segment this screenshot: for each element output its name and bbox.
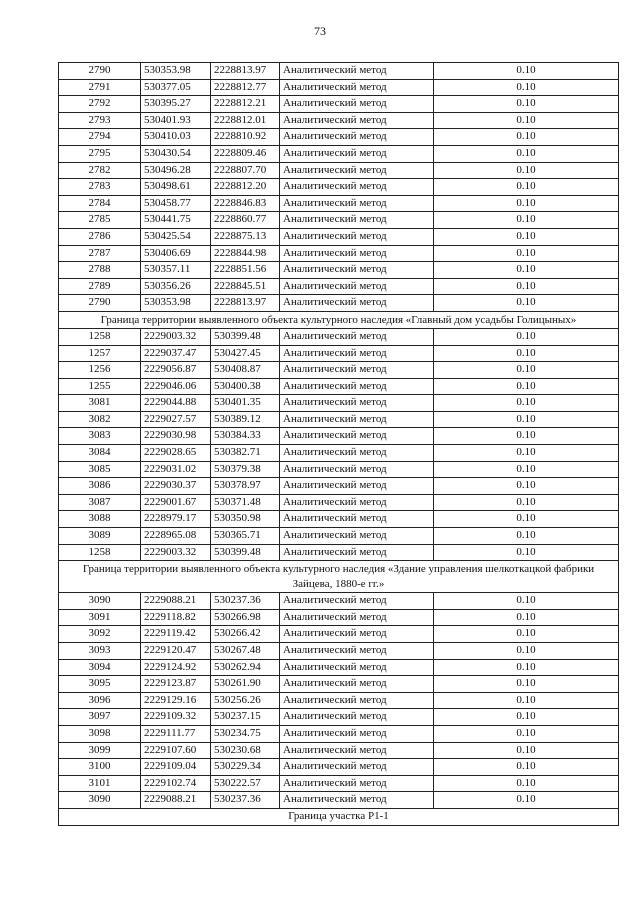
accuracy-cell: 0.10 xyxy=(434,742,619,759)
table-row xyxy=(59,145,619,162)
accuracy-cell: 0.10 xyxy=(434,328,619,345)
accuracy-cell: 0.10 xyxy=(434,775,619,792)
point-number-cell: 2782 xyxy=(59,162,141,179)
coordinate-y-cell: 530234.75 xyxy=(211,725,280,742)
point-number-cell: 2792 xyxy=(59,96,141,113)
table-row xyxy=(59,378,619,395)
table-row xyxy=(59,643,619,660)
coordinate-y-cell: 530382.71 xyxy=(211,445,280,462)
coordinate-y-cell: 2228812.21 xyxy=(211,96,280,113)
table-row xyxy=(59,742,619,759)
accuracy-cell: 0.10 xyxy=(434,626,619,643)
table-row xyxy=(59,362,619,379)
method-cell: Аналитический метод xyxy=(280,609,434,626)
coordinate-x-cell: 2228979.17 xyxy=(141,511,211,528)
point-number-cell: 1255 xyxy=(59,378,141,395)
point-number-cell: 1257 xyxy=(59,345,141,362)
point-number-cell: 2785 xyxy=(59,212,141,229)
coordinate-y-cell: 530400.38 xyxy=(211,378,280,395)
point-number-cell: 1258 xyxy=(59,328,141,345)
method-cell: Аналитический метод xyxy=(280,411,434,428)
coordinate-y-cell: 530401.35 xyxy=(211,395,280,412)
point-number-cell: 2790 xyxy=(59,63,141,80)
method-cell: Аналитический метод xyxy=(280,63,434,80)
table-row xyxy=(59,461,619,478)
coordinate-x-cell: 2229003.32 xyxy=(141,328,211,345)
coordinate-x-cell: 530353.98 xyxy=(141,295,211,312)
point-number-cell: 3095 xyxy=(59,676,141,693)
method-cell: Аналитический метод xyxy=(280,378,434,395)
coordinate-x-cell: 530441.75 xyxy=(141,212,211,229)
table-row xyxy=(59,792,619,809)
coordinate-y-cell: 530256.26 xyxy=(211,692,280,709)
coordinate-y-cell: 530229.34 xyxy=(211,759,280,776)
accuracy-cell: 0.10 xyxy=(434,112,619,129)
point-number-cell: 2783 xyxy=(59,179,141,196)
coordinate-x-cell: 2229102.74 xyxy=(141,775,211,792)
coordinate-y-cell: 2228844.98 xyxy=(211,245,280,262)
point-number-cell: 2791 xyxy=(59,79,141,96)
method-cell: Аналитический метод xyxy=(280,544,434,561)
coordinate-y-cell: 2228846.83 xyxy=(211,195,280,212)
coordinate-x-cell: 530406.69 xyxy=(141,245,211,262)
table-row xyxy=(59,593,619,610)
table-row xyxy=(59,445,619,462)
point-number-cell: 3097 xyxy=(59,709,141,726)
coordinate-y-cell: 2228813.97 xyxy=(211,63,280,80)
accuracy-cell: 0.10 xyxy=(434,692,619,709)
coordinate-y-cell: 530262.94 xyxy=(211,659,280,676)
coordinate-x-cell: 2229031.02 xyxy=(141,461,211,478)
accuracy-cell: 0.10 xyxy=(434,179,619,196)
coordinate-y-cell: 2228845.51 xyxy=(211,278,280,295)
accuracy-cell: 0.10 xyxy=(434,478,619,495)
accuracy-cell: 0.10 xyxy=(434,362,619,379)
accuracy-cell: 0.10 xyxy=(434,411,619,428)
table-row xyxy=(59,278,619,295)
accuracy-cell: 0.10 xyxy=(434,609,619,626)
accuracy-cell: 0.10 xyxy=(434,195,619,212)
table-row xyxy=(59,179,619,196)
section-heading-row xyxy=(59,808,619,825)
table-row xyxy=(59,692,619,709)
table-body xyxy=(59,63,619,826)
coordinate-x-cell: 530357.11 xyxy=(141,262,211,279)
accuracy-cell: 0.10 xyxy=(434,129,619,146)
accuracy-cell: 0.10 xyxy=(434,428,619,445)
table-row xyxy=(59,345,619,362)
method-cell: Аналитический метод xyxy=(280,643,434,660)
coordinate-y-cell: 530237.36 xyxy=(211,792,280,809)
accuracy-cell: 0.10 xyxy=(434,79,619,96)
point-number-cell: 2784 xyxy=(59,195,141,212)
coordinate-y-cell: 530384.33 xyxy=(211,428,280,445)
table-row xyxy=(59,478,619,495)
point-number-cell: 1256 xyxy=(59,362,141,379)
accuracy-cell: 0.10 xyxy=(434,262,619,279)
method-cell: Аналитический метод xyxy=(280,395,434,412)
point-number-cell: 2795 xyxy=(59,145,141,162)
accuracy-cell: 0.10 xyxy=(434,63,619,80)
method-cell: Аналитический метод xyxy=(280,428,434,445)
method-cell: Аналитический метод xyxy=(280,228,434,245)
coordinate-y-cell: 530399.48 xyxy=(211,328,280,345)
method-cell: Аналитический метод xyxy=(280,96,434,113)
table-row xyxy=(59,659,619,676)
coordinate-y-cell: 2228809.46 xyxy=(211,145,280,162)
coordinate-x-cell: 2229124.92 xyxy=(141,659,211,676)
table-row xyxy=(59,725,619,742)
method-cell: Аналитический метод xyxy=(280,742,434,759)
coordinate-x-cell: 530410.03 xyxy=(141,129,211,146)
method-cell: Аналитический метод xyxy=(280,626,434,643)
method-cell: Аналитический метод xyxy=(280,676,434,693)
coordinate-y-cell: 530365.71 xyxy=(211,528,280,545)
point-number-cell: 3084 xyxy=(59,445,141,462)
accuracy-cell: 0.10 xyxy=(434,792,619,809)
accuracy-cell: 0.10 xyxy=(434,145,619,162)
point-number-cell: 3091 xyxy=(59,609,141,626)
table-row xyxy=(59,195,619,212)
point-number-cell: 3081 xyxy=(59,395,141,412)
coordinate-y-cell: 530427.45 xyxy=(211,345,280,362)
coordinate-x-cell: 2229028.65 xyxy=(141,445,211,462)
table-row xyxy=(59,759,619,776)
table-row xyxy=(59,428,619,445)
table-row xyxy=(59,775,619,792)
coordinate-x-cell: 2228965.08 xyxy=(141,528,211,545)
accuracy-cell: 0.10 xyxy=(434,96,619,113)
point-number-cell: 3090 xyxy=(59,792,141,809)
accuracy-cell: 0.10 xyxy=(434,445,619,462)
method-cell: Аналитический метод xyxy=(280,494,434,511)
coordinate-x-cell: 530458.77 xyxy=(141,195,211,212)
coordinate-y-cell: 530237.15 xyxy=(211,709,280,726)
accuracy-cell: 0.10 xyxy=(434,544,619,561)
method-cell: Аналитический метод xyxy=(280,478,434,495)
table-row xyxy=(59,709,619,726)
coordinate-y-cell: 530399.48 xyxy=(211,544,280,561)
accuracy-cell: 0.10 xyxy=(434,295,619,312)
accuracy-cell: 0.10 xyxy=(434,709,619,726)
point-number-cell: 3089 xyxy=(59,528,141,545)
method-cell: Аналитический метод xyxy=(280,593,434,610)
table-row xyxy=(59,395,619,412)
method-cell: Аналитический метод xyxy=(280,212,434,229)
point-number-cell: 3088 xyxy=(59,511,141,528)
coordinate-x-cell: 530496.28 xyxy=(141,162,211,179)
coordinate-x-cell: 2229037.47 xyxy=(141,345,211,362)
point-number-cell: 3101 xyxy=(59,775,141,792)
accuracy-cell: 0.10 xyxy=(434,212,619,229)
point-number-cell: 1258 xyxy=(59,544,141,561)
point-number-cell: 3098 xyxy=(59,725,141,742)
method-cell: Аналитический метод xyxy=(280,129,434,146)
method-cell: Аналитический метод xyxy=(280,759,434,776)
coordinate-y-cell: 530266.98 xyxy=(211,609,280,626)
coordinate-x-cell: 2229044.88 xyxy=(141,395,211,412)
point-number-cell: 2793 xyxy=(59,112,141,129)
section-heading: Граница территории выявленного объекта культурного наследия «Здание управления шелкоткацкой фабрики Зайцева, 1880-е гг.» xyxy=(59,561,619,593)
point-number-cell: 2788 xyxy=(59,262,141,279)
coordinate-y-cell: 2228810.92 xyxy=(211,129,280,146)
coordinate-y-cell: 2228812.77 xyxy=(211,79,280,96)
point-number-cell: 3100 xyxy=(59,759,141,776)
method-cell: Аналитический метод xyxy=(280,725,434,742)
method-cell: Аналитический метод xyxy=(280,162,434,179)
point-number-cell: 3092 xyxy=(59,626,141,643)
coordinate-y-cell: 530378.97 xyxy=(211,478,280,495)
coordinate-x-cell: 530353.98 xyxy=(141,63,211,80)
coordinate-x-cell: 2229003.32 xyxy=(141,544,211,561)
method-cell: Аналитический метод xyxy=(280,328,434,345)
accuracy-cell: 0.10 xyxy=(434,345,619,362)
coordinate-y-cell: 2228860.77 xyxy=(211,212,280,229)
coordinate-x-cell: 2229107.60 xyxy=(141,742,211,759)
accuracy-cell: 0.10 xyxy=(434,593,619,610)
coordinate-y-cell: 530261.90 xyxy=(211,676,280,693)
point-number-cell: 3087 xyxy=(59,494,141,511)
coordinate-y-cell: 2228812.20 xyxy=(211,179,280,196)
coordinate-y-cell: 530408.87 xyxy=(211,362,280,379)
table-row xyxy=(59,609,619,626)
coordinate-y-cell: 530379.38 xyxy=(211,461,280,478)
table-row xyxy=(59,129,619,146)
point-number-cell: 3090 xyxy=(59,593,141,610)
method-cell: Аналитический метод xyxy=(280,112,434,129)
table-row xyxy=(59,411,619,428)
point-number-cell: 3083 xyxy=(59,428,141,445)
table-row xyxy=(59,511,619,528)
coordinate-x-cell: 2229088.21 xyxy=(141,792,211,809)
table-row xyxy=(59,676,619,693)
table-row xyxy=(59,295,619,312)
coordinate-x-cell: 2229123.87 xyxy=(141,676,211,693)
coordinate-x-cell: 2229118.82 xyxy=(141,609,211,626)
accuracy-cell: 0.10 xyxy=(434,494,619,511)
method-cell: Аналитический метод xyxy=(280,345,434,362)
method-cell: Аналитический метод xyxy=(280,362,434,379)
table-row xyxy=(59,63,619,80)
coordinate-y-cell: 530389.12 xyxy=(211,411,280,428)
coordinate-x-cell: 2229109.04 xyxy=(141,759,211,776)
accuracy-cell: 0.10 xyxy=(434,395,619,412)
table-row xyxy=(59,494,619,511)
coordinate-y-cell: 2228813.97 xyxy=(211,295,280,312)
method-cell: Аналитический метод xyxy=(280,445,434,462)
section-heading: Граница территории выявленного объекта культурного наследия «Главный дом усадьбы Голицыных» xyxy=(59,311,619,328)
method-cell: Аналитический метод xyxy=(280,79,434,96)
table-row xyxy=(59,528,619,545)
point-number-cell: 3093 xyxy=(59,643,141,660)
coordinate-y-cell: 530222.57 xyxy=(211,775,280,792)
coordinates-table xyxy=(58,62,619,826)
accuracy-cell: 0.10 xyxy=(434,511,619,528)
coordinate-y-cell: 530266.42 xyxy=(211,626,280,643)
point-number-cell: 3099 xyxy=(59,742,141,759)
coordinate-x-cell: 2229030.37 xyxy=(141,478,211,495)
section-heading-row xyxy=(59,311,619,328)
method-cell: Аналитический метод xyxy=(280,511,434,528)
point-number-cell: 2790 xyxy=(59,295,141,312)
point-number-cell: 3082 xyxy=(59,411,141,428)
coordinate-x-cell: 2229046.06 xyxy=(141,378,211,395)
accuracy-cell: 0.10 xyxy=(434,278,619,295)
coordinate-x-cell: 2229030.98 xyxy=(141,428,211,445)
coordinate-x-cell: 2229119.42 xyxy=(141,626,211,643)
coordinate-y-cell: 530267.48 xyxy=(211,643,280,660)
table-row xyxy=(59,96,619,113)
coordinate-y-cell: 530350.98 xyxy=(211,511,280,528)
coordinate-y-cell: 530237.36 xyxy=(211,593,280,610)
coordinate-y-cell: 530230.68 xyxy=(211,742,280,759)
accuracy-cell: 0.10 xyxy=(434,162,619,179)
accuracy-cell: 0.10 xyxy=(434,659,619,676)
point-number-cell: 3096 xyxy=(59,692,141,709)
coordinate-x-cell: 530430.54 xyxy=(141,145,211,162)
table-row xyxy=(59,626,619,643)
accuracy-cell: 0.10 xyxy=(434,461,619,478)
coordinate-x-cell: 2229109.32 xyxy=(141,709,211,726)
coordinate-x-cell: 2229120.47 xyxy=(141,643,211,660)
table-row xyxy=(59,544,619,561)
point-number-cell: 3086 xyxy=(59,478,141,495)
page-number: 73 xyxy=(314,24,326,38)
accuracy-cell: 0.10 xyxy=(434,245,619,262)
method-cell: Аналитический метод xyxy=(280,659,434,676)
coordinate-y-cell: 530371.48 xyxy=(211,494,280,511)
coordinate-y-cell: 2228812.01 xyxy=(211,112,280,129)
method-cell: Аналитический метод xyxy=(280,775,434,792)
table-row xyxy=(59,262,619,279)
accuracy-cell: 0.10 xyxy=(434,759,619,776)
coordinate-y-cell: 2228807.70 xyxy=(211,162,280,179)
accuracy-cell: 0.10 xyxy=(434,676,619,693)
coordinate-x-cell: 530377.05 xyxy=(141,79,211,96)
method-cell: Аналитический метод xyxy=(280,528,434,545)
coordinate-x-cell: 2229056.87 xyxy=(141,362,211,379)
method-cell: Аналитический метод xyxy=(280,245,434,262)
coordinate-y-cell: 2228875.13 xyxy=(211,228,280,245)
method-cell: Аналитический метод xyxy=(280,278,434,295)
point-number-cell: 2786 xyxy=(59,228,141,245)
accuracy-cell: 0.10 xyxy=(434,528,619,545)
coordinate-x-cell: 2229027.57 xyxy=(141,411,211,428)
method-cell: Аналитический метод xyxy=(280,461,434,478)
coordinate-x-cell: 530425.54 xyxy=(141,228,211,245)
table-row xyxy=(59,79,619,96)
coordinate-x-cell: 530498.61 xyxy=(141,179,211,196)
coordinate-x-cell: 530356.26 xyxy=(141,278,211,295)
section-heading: Граница участка Р1-1 xyxy=(59,808,619,825)
section-heading-row xyxy=(59,561,619,593)
method-cell: Аналитический метод xyxy=(280,692,434,709)
coordinate-x-cell: 2229001.67 xyxy=(141,494,211,511)
point-number-cell: 2787 xyxy=(59,245,141,262)
table-row xyxy=(59,328,619,345)
table-row xyxy=(59,245,619,262)
coordinate-x-cell: 2229088.21 xyxy=(141,593,211,610)
accuracy-cell: 0.10 xyxy=(434,228,619,245)
method-cell: Аналитический метод xyxy=(280,262,434,279)
point-number-cell: 2789 xyxy=(59,278,141,295)
point-number-cell: 2794 xyxy=(59,129,141,146)
method-cell: Аналитический метод xyxy=(280,792,434,809)
point-number-cell: 3094 xyxy=(59,659,141,676)
accuracy-cell: 0.10 xyxy=(434,725,619,742)
accuracy-cell: 0.10 xyxy=(434,378,619,395)
coordinate-x-cell: 530401.93 xyxy=(141,112,211,129)
method-cell: Аналитический метод xyxy=(280,295,434,312)
point-number-cell: 3085 xyxy=(59,461,141,478)
method-cell: Аналитический метод xyxy=(280,179,434,196)
coordinate-x-cell: 2229111.77 xyxy=(141,725,211,742)
coordinate-x-cell: 2229129.16 xyxy=(141,692,211,709)
table-row xyxy=(59,112,619,129)
coordinate-x-cell: 530395.27 xyxy=(141,96,211,113)
coordinate-y-cell: 2228851.56 xyxy=(211,262,280,279)
method-cell: Аналитический метод xyxy=(280,195,434,212)
method-cell: Аналитический метод xyxy=(280,709,434,726)
table-row xyxy=(59,212,619,229)
table-row xyxy=(59,228,619,245)
method-cell: Аналитический метод xyxy=(280,145,434,162)
table-row xyxy=(59,162,619,179)
accuracy-cell: 0.10 xyxy=(434,643,619,660)
